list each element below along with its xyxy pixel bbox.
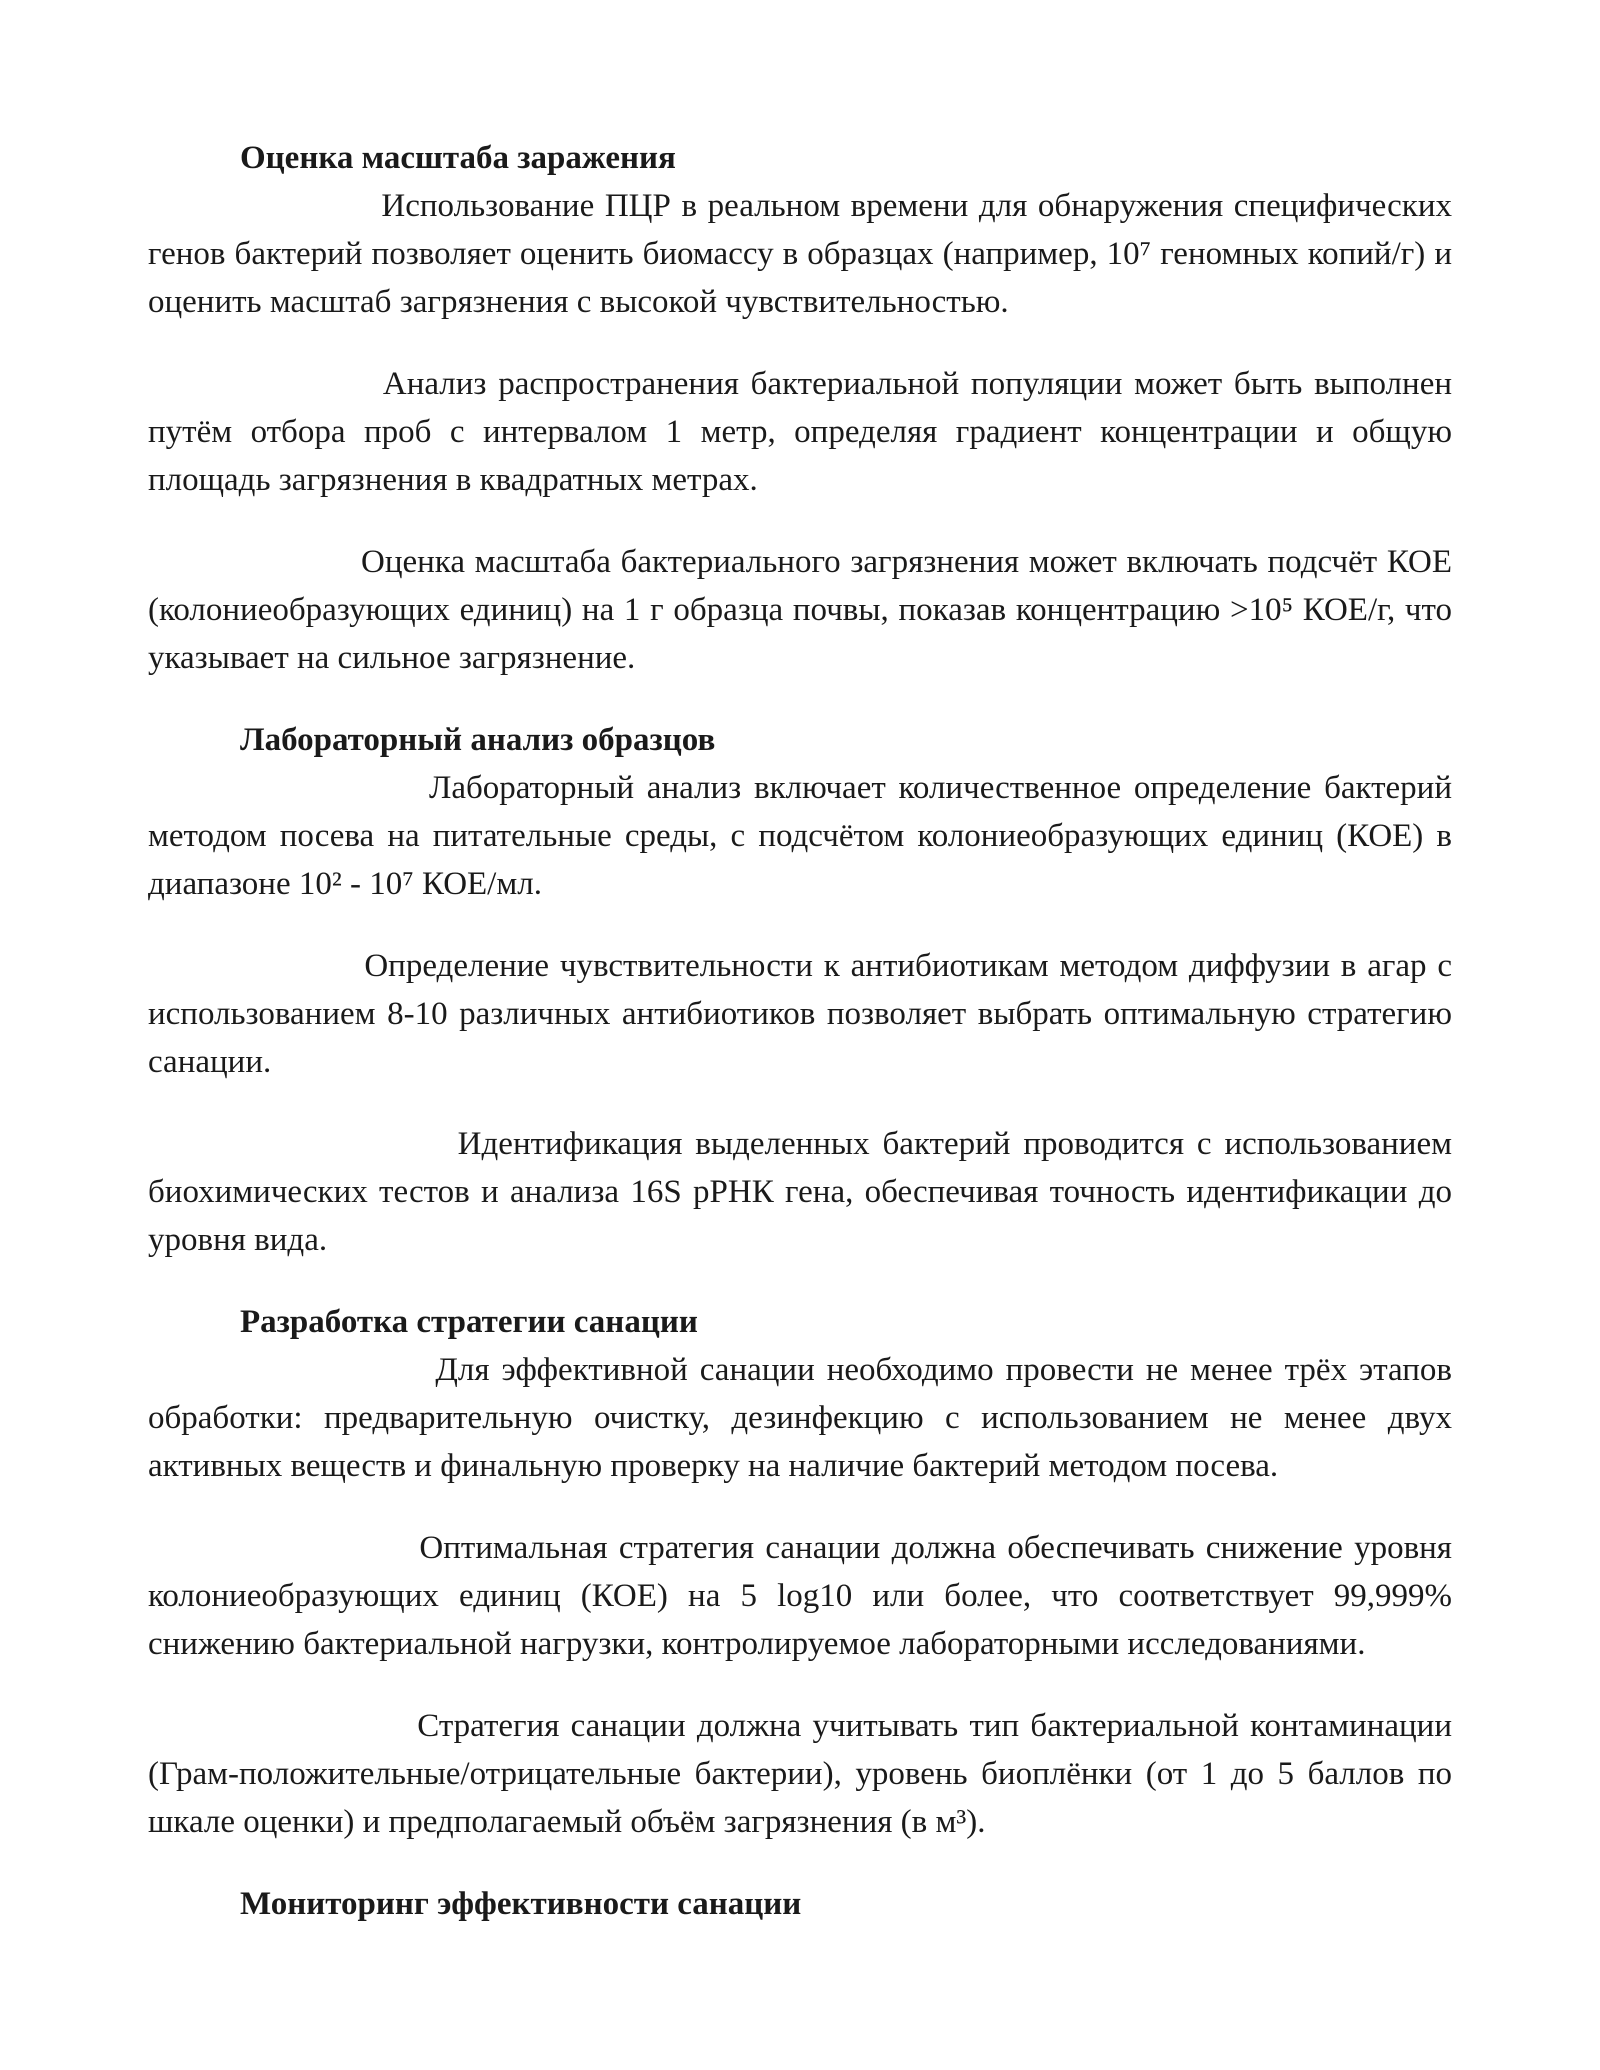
section-infection-scale: [148, 134, 1452, 682]
paragraph: Лабораторный анализ включает количественное определение бактерий методом посева на питательные среды, с подсчётом колониеобразующих единиц (КОЕ) в диапазоне 10² - 10⁷ КОЕ/мл.: [148, 770, 1452, 902]
section-heading: Лабораторный анализ образцов: [240, 722, 716, 758]
paragraph: Использование ПЦР в реальном времени для обнаружения специфических генов бактерий позволяет оценить биомассу в образцах (например, 10⁷ геномных копий/г) и оценить масштаб загрязнения с высокой чувствительностью.: [148, 188, 1452, 320]
paragraph: Анализ распространения бактериальной популяции может быть выполнен путём отбора проб с интервалом 1 метр, определяя градиент концентрации и общую площадь загрязнения в квадратных метрах.: [148, 366, 1452, 498]
section-sanitation-strategy: [148, 1298, 1452, 1846]
paragraph: Определение чувствительности к антибиотикам методом диффузии в агар с использованием 8-10 различных антибиотиков позволяет выбрать оптимальную стратегию санации.: [148, 948, 1452, 1080]
section-heading: Оценка масштаба заражения: [240, 140, 676, 176]
paragraph: Стратегия санации должна учитывать тип бактериальной контаминации (Грам-положительные/отрицательные бактерии), уровень биоплёнки (от 1 до 5 баллов по шкале оценки) и предполагаемый объём загрязнения (в м³).: [148, 1708, 1452, 1840]
section-lab-analysis: [148, 716, 1452, 1264]
section-heading: Разработка стратегии санации: [240, 1304, 698, 1340]
section-monitoring: [148, 1880, 1452, 1928]
paragraph: Оптимальная стратегия санации должна обеспечивать снижение уровня колониеобразующих единиц (КОЕ) на 5 log10 или более, что соответствует 99,999% снижению бактериальной нагрузки, контролируемое лабораторными исследованиями.: [148, 1530, 1452, 1662]
document-body: [148, 134, 1452, 1928]
paragraph: Для эффективной санации необходимо провести не менее трёх этапов обработки: предварительную очистку, дезинфекцию с использованием не менее двух активных веществ и финальную проверку на наличие бактерий методом посева.: [148, 1352, 1452, 1484]
paragraph: Идентификация выделенных бактерий проводится с использованием биохимических тестов и анализа 16S рРНК гена, обеспечивая точность идентификации до уровня вида.: [148, 1126, 1452, 1258]
paragraph: Оценка масштаба бактериального загрязнения может включать подсчёт КОЕ (колониеобразующих единиц) на 1 г образца почвы, показав концентрацию >10⁵ КОЕ/г, что указывает на сильное загрязнение.: [148, 544, 1452, 676]
section-heading: Мониторинг эффективности санации: [240, 1886, 802, 1922]
